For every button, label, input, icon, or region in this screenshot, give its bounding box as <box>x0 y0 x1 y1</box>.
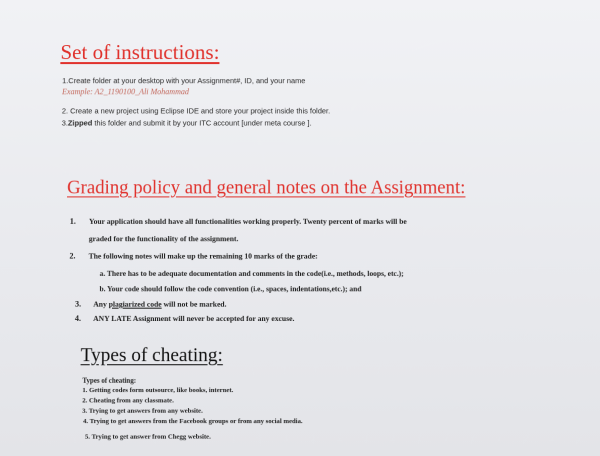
grading-heading: Grading policy and general notes on the Assignment: <box>66 177 466 199</box>
item-3-underlined: plagiarized code <box>108 299 162 309</box>
cheating-list-item: 5. Trying to get answer from Chegg website. <box>84 433 211 441</box>
instructions-heading: Set of instructions: <box>60 40 220 65</box>
item-3-post: will not be marked. <box>161 299 227 309</box>
grading-item-2-line-1: The following notes will make up the remaining 10 marks of the grade: <box>88 251 318 261</box>
cheating-list-item: 4. Trying to get answers from the Facebook groups or from any social media. <box>83 417 303 426</box>
grading-item-3-number: 3. <box>75 299 82 309</box>
item-3-pre: Any <box>93 299 109 309</box>
grading-item-1-number: 1. <box>69 216 76 226</box>
cheating-subtitle: Types of cheating: <box>82 377 137 385</box>
step-3-bold: Zipped <box>67 118 93 128</box>
grading-item-4: ANY LATE Assignment will never be accepted for any excuse. <box>93 313 295 324</box>
grading-item-1-line-1: Your application should have all functionalities working properly. Twenty percent of marks will be <box>88 216 407 226</box>
instruction-step-1: 1.Create folder at your desktop with your Assignment#, ID, and your name <box>62 76 306 86</box>
grading-item-1-line-2: graded for the functionality of the assignment. <box>88 234 239 244</box>
instruction-example: Example: A2_1190100_Ali Mohammad <box>62 87 189 97</box>
instruction-step-3 <box>62 118 312 127</box>
step-3-number: 3. <box>61 118 68 128</box>
grading-item-3 <box>93 299 226 308</box>
instruction-step-2: 2. Create a new project using Eclipse IDE and store your project inside this folder. <box>61 106 331 116</box>
cheating-list-item: 1. Getting codes form outsource, like books, internet. <box>82 386 234 395</box>
step-3-rest: this folder and submit it by your ITC account [under meta course ]. <box>92 118 312 128</box>
cheating-list-item: 3. Trying to get answers from any website. <box>82 407 203 415</box>
grading-item-2-number: 2. <box>69 251 76 261</box>
grading-item-2-a: a. There has to be adequate documentation and comments in the code(i.e., methods, loops, etc.); <box>99 268 404 278</box>
cheating-list-item: 2. Cheating from any classmate. <box>82 397 174 405</box>
grading-item-4-number: 4. <box>74 313 82 324</box>
cheating-heading: Types of cheating: <box>80 344 223 367</box>
grading-item-2-b: b. Your code should follow the code convention (i.e., spaces, indentations,etc.); and <box>99 284 362 294</box>
